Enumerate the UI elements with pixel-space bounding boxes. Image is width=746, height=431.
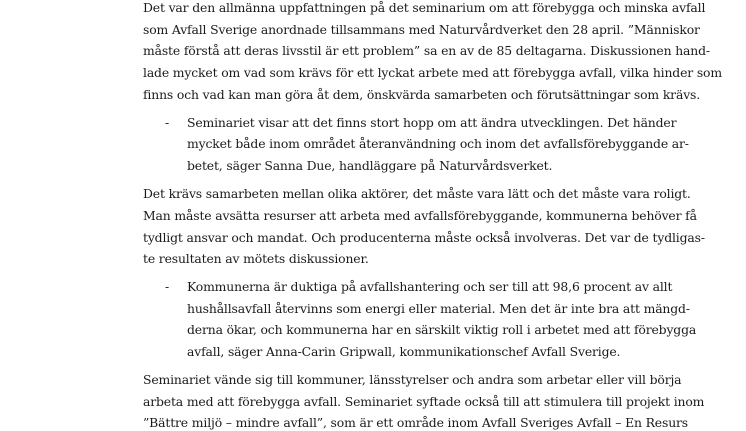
quote-line: betet, säger Sanna Due, handläggare på Naturvårdsverket. [187, 158, 553, 173]
paragraph-line: finns och vad kan man göra åt dem, önskvärda samarbeten och förutsättningar som krävs. [143, 87, 701, 102]
paragraph-line: Det var den allmänna uppfattningen på det seminarium om att förebygga och minska avfall [143, 0, 706, 15]
paragraph-line: Seminariet vände sig till kommuner, länsstyrelser och andra som arbetar eller vill börja [143, 372, 682, 387]
paragraph-line: Man måste avsätta resurser att arbeta med avfallsförebyggande, kommunerna behöver få [143, 208, 697, 223]
paragraph-line: måste förstå att deras livsstil är ett problem” sa en av de 85 deltagarna. Diskussionen hand- [143, 43, 710, 58]
bullet-dash: - [165, 115, 170, 130]
quote-line: hushållsavfall återvinns som energi eller material. Men det är inte bra att mängd- [187, 301, 690, 316]
paragraph-line: som Avfall Sverige anordnade tillsammans med Naturvårdverket den 28 april. ”Människor [143, 22, 700, 37]
paragraph-line: arbeta med att förebygga avfall. Seminariet syftade också till att stimulera till projekt inom [143, 394, 705, 409]
bullet-dash: - [165, 279, 170, 294]
paragraph-line: lade mycket om vad som krävs för ett lyckat arbete med att förebygga avfall, vilka hinder som [143, 65, 722, 80]
paragraph-line: ”Bättre miljö – mindre avfall”, som är ett område inom Avfall Sveriges Avfall – En Resurs [143, 415, 689, 430]
quote-line: Seminariet visar att det finns stort hopp om att ändra utvecklingen. Det händer [187, 115, 677, 130]
paragraph-line: te resultaten av mötets diskussioner. [143, 251, 369, 266]
quote-line: Kommunerna är duktiga på avfallshantering och ser till att 98,6 procent av allt [187, 279, 673, 294]
quote-line: mycket både inom området återanvändning och inom det avfallsförebyggande ar- [187, 136, 689, 151]
paragraph-line: Det krävs samarbeten mellan olika aktörer, det måste vara lätt och det måste vara roligt. [143, 186, 691, 201]
quote-line: derna ökar, och kommunerna har en särskilt viktig roll i arbetet med att förebygga [187, 322, 697, 337]
paragraph-line: tydligt ansvar och mandat. Och producenterna måste också involveras. Det var de tydligas- [143, 230, 705, 245]
quote-line: avfall, säger Anna-Carin Gripwall, kommunikationschef Avfall Sverige. [187, 344, 621, 359]
